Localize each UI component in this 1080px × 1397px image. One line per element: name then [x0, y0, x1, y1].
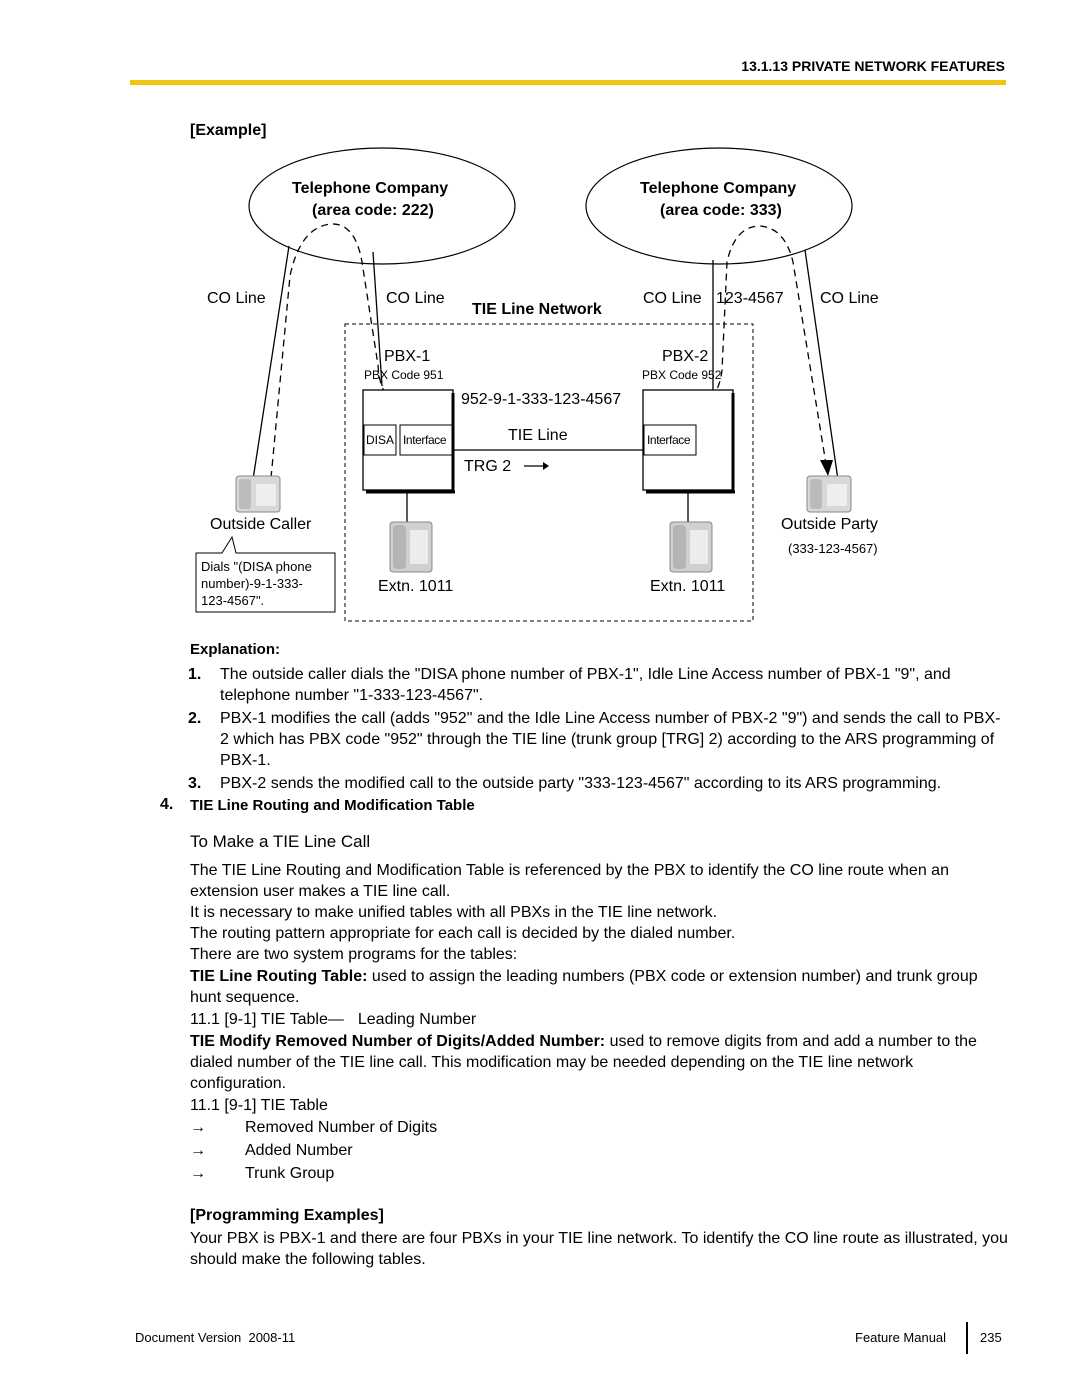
right-number-label: 123-4567: [716, 290, 784, 307]
section-4-number: 4.: [160, 796, 174, 813]
tie-line-label: TIE Line: [508, 427, 568, 444]
pbx2-extension-phone-icon: [670, 522, 712, 572]
callout-line-1: Dials "(DISA phone: [201, 559, 312, 574]
footer-version-label: Document Version: [135, 1330, 242, 1345]
explanation-item-3: [190, 773, 1005, 794]
pbx2-label: PBX-2: [662, 348, 709, 365]
left-co-line-solid: [252, 246, 289, 486]
subsection-title: To Make a TIE Line Call: [190, 832, 371, 851]
pbx1-extension-phone-icon: [390, 522, 432, 572]
routing-table-label: TIE Line Routing Table:: [190, 968, 368, 985]
pbx2-interface-label: Interface: [647, 433, 691, 447]
body-paragraph-4: There are two system programs for the tables:: [190, 946, 518, 963]
pbx2-code: PBX Code 952: [642, 368, 722, 382]
footer-separator: [966, 1322, 968, 1354]
modify-item-text: Removed Number of Digits: [245, 1119, 438, 1136]
explanation-heading: Explanation:: [190, 641, 281, 658]
item-text: PBX-2 sends the modified call to the outside party "333-123-4567" according to its ARS programming.: [220, 775, 942, 792]
programming-heading: [Programming Examples]: [190, 1207, 384, 1224]
modify-paragraph: [190, 1031, 1010, 1094]
dial-string-label: 952-9-1-333-123-4567: [461, 391, 622, 408]
callout-line-3: 123-4567".: [201, 593, 265, 608]
item-number: 3.: [188, 775, 202, 792]
programming-text: Your PBX is PBX-1 and there are four PBXs in your TIE line network. To identify the CO line route as illustrated, you should make the following tables.: [190, 1230, 1008, 1268]
explanation-item-1: [190, 664, 1005, 706]
tie-line-diagram: [0, 0, 1080, 640]
telco-right-area: (area code: 333): [660, 202, 782, 219]
section-header: 13.1.13 PRIVATE NETWORK FEATURES: [741, 58, 1005, 74]
item-text: The outside caller dials the "DISA phone number of PBX-1", Idle Line Access number of PBX-1 "9", and telephone number "1-333-123-4567".: [220, 666, 951, 704]
modify-item-3: [190, 1163, 1010, 1184]
pbx1-extension-label: Extn. 1011: [378, 578, 454, 595]
outside-party-phone-icon: [807, 476, 851, 512]
outside-caller-phone-icon: [236, 476, 280, 512]
arrow-icon: →: [190, 1165, 206, 1182]
modify-item-2: [190, 1140, 1010, 1161]
body-paragraph-3: The routing pattern appropriate for each call is decided by the dialed number.: [190, 925, 736, 942]
co-line-label-3: CO Line: [643, 290, 702, 307]
item-text: PBX-1 modifies the call (adds "952" and the Idle Line Access number of PBX-2 "9") and sends the call to PBX-2 which has PBX code "952" through the TIE line (trunk group [TRG] 2) according to the ARS programming of PBX-1.: [220, 710, 1001, 769]
modify-item-1: [190, 1117, 1010, 1138]
callout-line-2: number)-9-1-333-: [201, 576, 303, 591]
co-line-label-2: CO Line: [386, 290, 445, 307]
body-paragraph-2: It is necessary to make unified tables with all PBXs in the TIE line network.: [190, 904, 718, 921]
outgoing-arrowhead: [820, 460, 833, 476]
outside-party-number: (333-123-4567): [788, 541, 878, 556]
example-heading: [Example]: [190, 122, 267, 139]
pbx2-extension-label: Extn. 1011: [650, 578, 726, 595]
outside-caller-label: Outside Caller: [210, 516, 312, 533]
item-number: 2.: [188, 710, 202, 727]
arrow-icon: →: [190, 1119, 206, 1136]
footer-version: [135, 1330, 295, 1345]
item-number: 1.: [188, 666, 202, 683]
trg-label: TRG 2: [464, 458, 512, 475]
routing-reference: [190, 1009, 1010, 1030]
disa-label: DISA: [366, 433, 395, 447]
co-line-label-4: CO Line: [820, 290, 879, 307]
modify-reference-link[interactable]: 11.1 [9-1] TIE Table: [190, 1097, 328, 1114]
outside-party-label: Outside Party: [781, 516, 878, 533]
telco-right-name: Telephone Company: [640, 180, 797, 197]
routing-reference-link[interactable]: 11.1 [9-1] TIE Table—: [190, 1011, 344, 1028]
trg-arrowhead: [543, 462, 549, 470]
arrow-icon: →: [190, 1142, 206, 1159]
explanation-item-2: [190, 708, 1005, 771]
telco-left-area: (area code: 222): [312, 202, 434, 219]
diagram-graphics: [0, 0, 1080, 640]
footer-version-value: 2008-11: [248, 1330, 296, 1345]
routing-table-text: used to assign the leading numbers (PBX code or extension number) and trunk group hunt sequence.: [190, 968, 978, 1006]
footer-manual: Feature Manual: [855, 1330, 947, 1345]
pbx1-label: PBX-1: [384, 348, 431, 365]
telco-left-name: Telephone Company: [292, 180, 449, 197]
routing-table-paragraph: [190, 966, 1010, 1008]
body-paragraph-1: The TIE Line Routing and Modification Table is referenced by the PBX to identify the CO line route when an extension user makes a TIE line call.: [190, 862, 949, 900]
page-number: 235: [980, 1330, 1002, 1345]
routing-reference-item: Leading Number: [357, 1011, 477, 1028]
modify-item-text: Trunk Group: [245, 1165, 335, 1182]
modify-item-text: Added Number: [245, 1142, 353, 1159]
tie-network-label: TIE Line Network: [472, 301, 602, 318]
pbx1-interface-label: Interface: [403, 433, 447, 447]
section-4-title: TIE Line Routing and Modification Table: [190, 797, 475, 814]
modify-label: TIE Modify Removed Number of Digits/Added Number:: [190, 1033, 606, 1050]
co-line-label-1: CO Line: [207, 290, 266, 307]
modify-text: used to remove digits from and add a number to the dialed number of the TIE line call. This modification may be needed depending on the TIE line network configuration.: [190, 1033, 977, 1092]
pbx1-code: PBX Code 951: [364, 368, 444, 382]
